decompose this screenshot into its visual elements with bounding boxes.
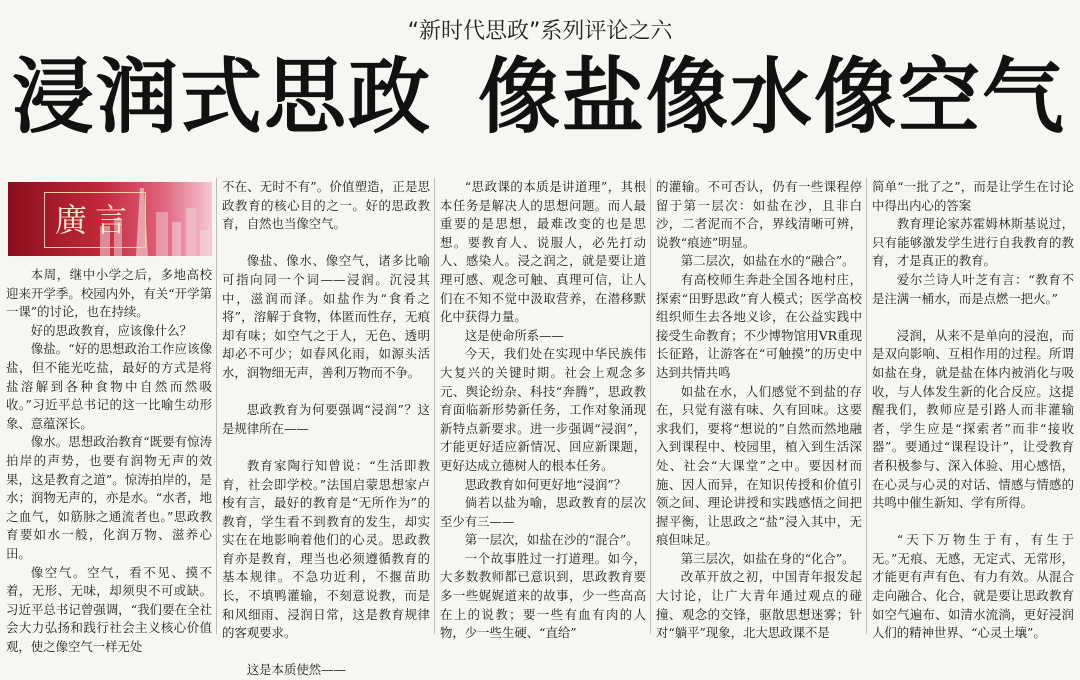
paragraph: 今天，我们处在实现中华民族伟大复兴的关键时期。社会上观念多元、舆论纷杂、科技“奔腾”，思政教育面临新形势新任务，工作对象涌现新特点新要求。进一步强调“浸润”，才能更好适应新情况、回应新课题，更好达成立德树人的根本任务。	[440, 346, 646, 473]
paragraph: 第二层次，如盐在水的“融合”。	[680, 253, 855, 269]
paragraph: 这是使命所系——	[464, 327, 564, 343]
paragraph: 思政教育如何更好地“浸润”？	[464, 476, 627, 492]
paragraph: 像水。思想政治教育“既要有惊涛拍岸的声势，也要有润物无声的效果，这是教育之道”。惊涛拍岸的，是水；润物无声的，亦是水。“水者，地之血气，如筋脉之通流者也。”思政教育要如水一般，化润万物、滋养心田。	[6, 434, 212, 561]
paragraph-spacer	[222, 383, 430, 402]
paragraph: 简单“一批了之”，而是让学生在讨论中得出内心的答案	[872, 179, 1074, 213]
paragraph: 思政教育为何要强调“浸润”？这是规律所在——	[222, 402, 430, 436]
headline-left: 浸润式思政	[12, 50, 433, 145]
paragraph: 的灌输。不可否认，仍有一些课程停留于第一层次：如盐在沙，且非白沙，二者泥而不合，界线清晰可辨，说教“痕迹”明显。	[656, 179, 862, 250]
paragraph-spacer	[872, 513, 1074, 532]
column-4	[656, 178, 862, 641]
paragraph: 像空气。空气，看不见、摸不着，无形、无味，却须臾不可或缺。习近平总书记曾强调，“我们要在全社会大力弘扬和践行社会主义核心价值观，使之像空气一样无处	[6, 564, 212, 654]
paragraph: 爱尔兰诗人叶芝有言：“教育不是注满一桶水，而是点燃一把火。”	[872, 271, 1074, 306]
paragraph: 第一层次，如盐在沙的“混合”。	[464, 532, 639, 548]
column-logo-label: 廣言	[44, 192, 146, 248]
paragraph: 像盐、像水、像空气，诸多比喻可指向同一个词——浸润。沉浸其中，滋润而泽。如盐作为“食肴之将”，溶解于食物，体匿而性存，无痕却有味；如空气之于人，无色、透明却必不可少；如春风化雨，如源头活水，润物细无声，善利万物而不争。	[222, 253, 430, 380]
paragraph: 像盐。“好的思想政治工作应该像盐，但不能光吃盐，最好的方式是将盐溶解到各种食物中自然而然吸收。”习近平总书记的这一比喻生动形象、意蕴深长。	[6, 341, 212, 431]
article-body	[0, 178, 1080, 678]
paragraph-spacer	[222, 438, 430, 457]
paragraph: 有高校师生奔赴全国各地村庄，探索“田野思政”育人模式；医学高校组织师生去各地义诊，在公益实践中接受生命教育；不少博物馆用VR重现长征路，让游客在“可触摸”的历史中达到共情共鸣	[656, 271, 862, 380]
paragraph: 第三层次，如盐在身的“化合”。	[680, 550, 855, 566]
paragraph: 如盐在水，人们感觉不到盐的存在，只觉有滋有味、久有回味。这要求我们，要将“想说的”自然而然地融入到课程中、校园里，植入到生活深处、社会“大课堂”之中。要因材而施、因人而异，在知识传授和价值引领之间、理论讲授和实践感悟之间把握平衡，让思政之“盐”浸入其中，无痕但味足。	[656, 383, 862, 548]
paragraph-spacer	[872, 308, 1074, 327]
paragraph: 这是本质使然——	[246, 662, 346, 678]
paragraph: 本周，继中小学之后，多地高校迎来开学季。校园内外，有关“开学第一课”的讨论，也在持续。	[6, 267, 212, 320]
paragraph: 好的思政教育，应该像什么？	[30, 322, 192, 338]
series-kicker: “新时代思政”系列评论之六	[407, 19, 673, 44]
paragraph: “天下万物生于有，有生于无。”无痕、无感，无定式、无常形，才能更有声有色、有力有效。从混合走向融合、化合，就是要让思政教育如空气遍布、如清水流淌，更好浸润人们的精神世界、“心灵土壤”。	[872, 532, 1074, 641]
column-1	[6, 266, 212, 654]
paragraph: 教育家陶行知曾说：“生活即教育，社会即学校。”法国启蒙思想家卢梭有言，最好的教育是“无所作为”的教育，学生看不到教育的发生，却实实在在地影响着他们的心灵。思政教育亦是教育，理当也必须遵循教育的基本规律。不急功近利，不揠苗助长，不填鸭灌输，不刻意说教，而是和风细雨、浸润日常，这是教育规律的客观要求。	[222, 457, 430, 641]
paragraph: 改革开放之初，中国青年报发起大讨论，让广大青年通过观点的碰撞、观念的交锋，驱散思想迷雾；针对“躺平”现象，北大思政课不是	[656, 569, 862, 641]
paragraph: 一个故事胜过一打道理。如今，大多数教师都已意识到，思政教育要多一些娓娓道来的故事，少一些高高在上的说教；要一些有血有肉的人物，少一些生硬、“直给”	[440, 550, 646, 641]
paragraph: 倘若以盐为喻，思政教育的层次至少有三——	[440, 495, 646, 529]
paragraph-spacer	[222, 234, 430, 253]
paragraph: 教育理论家苏霍姆林斯基说过，只有能够激发学生进行自我教育的教育，才是真正的教育。	[872, 216, 1074, 269]
headline	[0, 50, 1080, 150]
paragraph: “思政课的本质是讲道理”，其根本任务是解决人的思想问题。而人最重要的是思想，最难改变的也是思想。要教育人、说服人，必先打动人、感染人。浸之润之，就是要让道理可感、观念可触、真理可信，让人们在不知不觉中汲取营养，在潜移默化中获得力量。	[440, 179, 646, 325]
paragraph: 浸润，从来不是单向的浸泡，而是双向影响、互相作用的过程。所谓如盐在身，就是盐在体内被消化与吸收，与人体发生新的化合反应。这提醒我们，教师应是引路人而非灌输者，学生应是“探索者”而非“接收器”。要通过“课程设计”，让受教育者积极参与、深入体验、用心感悟，在心灵与心灵的对话、情感与情感的共鸣中催生新知、学有所得。	[872, 327, 1074, 511]
column-5	[872, 178, 1074, 641]
paragraph: 不在、无时不有”。价值塑造，正是思政教育的核心目的之一。好的思政教育，自然也当像空气。	[222, 179, 430, 232]
column-3	[440, 178, 646, 641]
paragraph-spacer	[222, 643, 430, 662]
column-2	[222, 178, 430, 678]
headline-right: 像盐像水像空气	[478, 50, 1067, 145]
